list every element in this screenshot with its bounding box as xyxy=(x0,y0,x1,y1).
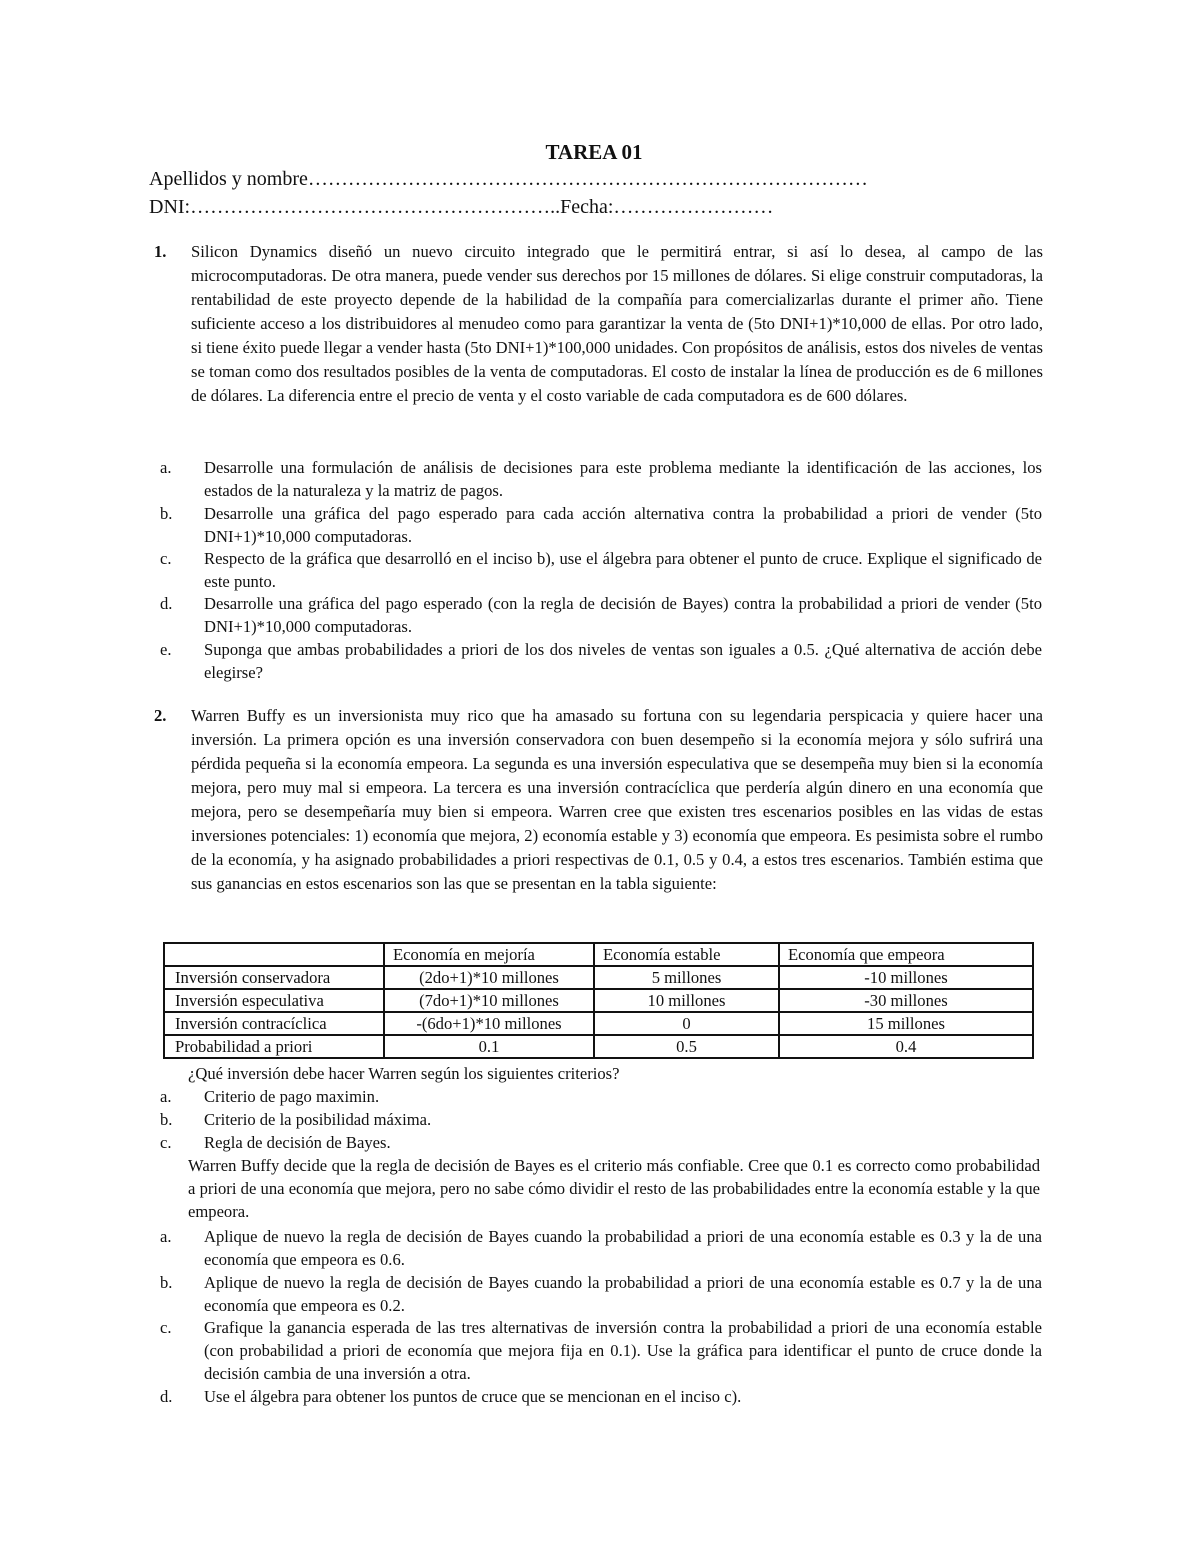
table-header-cell: Economía en mejoría xyxy=(384,943,594,966)
table-cell: (2do+1)*10 millones xyxy=(384,966,594,989)
table-cell: 5 millones xyxy=(594,966,779,989)
q2-paragraph-text: Warren Buffy decide que la regla de decisión de Bayes es el criterio más confiable. Cree que 0.1 es correcto como probabilidad a priori de una economía que mejora, pero no sabe cómo dividir el resto de las probabilidades entre la economía estable y la que empeora. xyxy=(188,1156,1040,1221)
q2-criterion-label: a. xyxy=(160,1087,172,1106)
q1-item-label: e. xyxy=(160,640,172,659)
q2-criterion-text: Criterio de la posibilidad máxima. xyxy=(204,1110,432,1129)
q2-criterion-text: Regla de decisión de Bayes. xyxy=(204,1133,391,1152)
table-header-cell: Economía estable xyxy=(594,943,779,966)
table-cell: 0.4 xyxy=(779,1035,1033,1058)
table-cell: Inversión conservadora xyxy=(164,966,384,989)
q2-paragraph xyxy=(188,1154,1040,1223)
table-cell: Inversión especulativa xyxy=(164,989,384,1012)
dni-date-line: DNI:………………………………………………..Fecha:…………………… xyxy=(149,196,774,218)
q2-item-text: Aplique de nuevo la regla de decisión de Bayes cuando la probabilidad a priori de una economía estable es 0.3 y la de una economía que empeora es 0.6. xyxy=(204,1227,1042,1269)
name-field-line: Apellidos y nombre………………………………………………………………………… xyxy=(149,168,868,190)
q2-item-label: c. xyxy=(160,1318,172,1337)
q1-item-label: d. xyxy=(160,594,173,613)
table-cell: (7do+1)*10 millones xyxy=(384,989,594,1012)
table-cell: -10 millones xyxy=(779,966,1033,989)
q2-item-label: d. xyxy=(160,1387,173,1406)
q2-item-label: b. xyxy=(160,1273,173,1292)
q1-item-label: b. xyxy=(160,504,173,523)
table-header-row xyxy=(164,943,1033,966)
q1-item-label: a. xyxy=(160,458,172,477)
q2-criterion-text: Criterio de pago maximin. xyxy=(204,1087,380,1106)
q2-item-text: Use el álgebra para obtener los puntos de cruce que se mencionan en el inciso c). xyxy=(204,1387,742,1406)
q2-item-label: a. xyxy=(160,1227,172,1246)
q2-question xyxy=(188,1062,1040,1085)
q1-item-text: Desarrolle una gráfica del pago esperado para cada acción alternativa contra la probabilidad a priori de vender (5to DNI+1)*10,000 computadoras. xyxy=(204,504,1042,546)
table-cell: -(6do+1)*10 millones xyxy=(384,1012,594,1035)
table-row xyxy=(164,966,1033,989)
table-row xyxy=(164,1012,1033,1035)
question-2-text: Warren Buffy es un inversionista muy rico que ha amasado su fortuna con su legendaria perspicacia y quiere hacer una inversión. La primera opción es una inversión conservadora con buen desempeño si la economía mejora y sólo sufrirá una pérdida pequeña si la economía empeora. La segunda es una inversión especulativa que se desempeña muy bien si la economía mejora, pero muy mal si empeora. La tercera es una inversión contracíclica que perdería algún dinero en una economía que mejora, pero se desempeñaría muy bien si empeora. Warren cree que existen tres escenarios posibles en las vidas de estas inversiones potenciales: 1) economía que mejora, 2) economía estable y 3) economía que empeora. Es pesimista sobre el rumbo de la economía, y ha asignado probabilidades a priori respectivas de 0.1, 0.5 y 0.4, a estos tres escenarios. También estima que sus ganancias en estos escenarios son las que se presentan en la tabla siguiente: xyxy=(191,706,1043,893)
question-1-number: 1. xyxy=(154,242,167,261)
q1-item-text: Desarrolle una gráfica del pago esperado (con la regla de decisión de Bayes) contra la probabilidad a priori de vender (5to DNI+1)*10,000 computadoras. xyxy=(204,594,1042,636)
table-row xyxy=(164,1035,1033,1058)
table-cell: 0.5 xyxy=(594,1035,779,1058)
table-row xyxy=(164,989,1033,1012)
payoff-table xyxy=(163,942,1034,1059)
q1-item-text: Suponga que ambas probabilidades a priori de los dos niveles de ventas son iguales a 0.5. ¿Qué alternativa de acción debe elegirse? xyxy=(204,640,1042,682)
q2-item-text: Grafique la ganancia esperada de las tres alternativas de inversión contra la probabilidad a priori de una economía estable (con probabilidad a priori de economía que mejora fija en 0.1). Use la gráfica para identificar el punto de cruce donde la decisión cambia de una inversión a otra. xyxy=(204,1318,1042,1383)
q2-criterion-label: b. xyxy=(160,1110,173,1129)
q1-item-label: c. xyxy=(160,549,172,568)
table-header-cell: Economía que empeora xyxy=(779,943,1033,966)
q1-item-text: Desarrolle una formulación de análisis de decisiones para este problema mediante la identificación de las acciones, los estados de la naturaleza y la matriz de pagos. xyxy=(204,458,1042,500)
table-cell: 15 millones xyxy=(779,1012,1033,1035)
table-cell: Inversión contracíclica xyxy=(164,1012,384,1035)
q2-item-text: Aplique de nuevo la regla de decisión de Bayes cuando la probabilidad a priori de una economía estable es 0.7 y la de una economía que empeora es 0.2. xyxy=(204,1273,1042,1315)
table-cell: -30 millones xyxy=(779,989,1033,1012)
question-2-number: 2. xyxy=(154,706,167,725)
table-cell: Probabilidad a priori xyxy=(164,1035,384,1058)
question-1-text: Silicon Dynamics diseñó un nuevo circuito integrado que le permitirá entrar, si así lo desea, al campo de las microcomputadoras. De otra manera, puede vender sus derechos por 15 millones de dólares. Si elige construir computadoras, la rentabilidad de este proyecto depende de la habilidad de la compañía para comercializarlas durante el primer año. Tiene suficiente acceso a los distribuidores al menudeo como para garantizar la venta de (5to DNI+1)*10,000 de ellas. Por otro lado, si tiene éxito puede llegar a vender hasta (5to DNI+1)*100,000 unidades. Con propósitos de análisis, estos dos niveles de ventas se toman como dos resultados posibles de la venta de computadoras. El costo de instalar la línea de producción es de 6 millones de dólares. La diferencia entre el precio de venta y el costo variable de cada computadora es de 600 dólares. xyxy=(191,242,1043,405)
table-cell: 0.1 xyxy=(384,1035,594,1058)
table-cell: 10 millones xyxy=(594,989,779,1012)
q2-question-text: ¿Qué inversión debe hacer Warren según los siguientes criterios? xyxy=(188,1064,620,1083)
q2-criterion-label: c. xyxy=(160,1133,172,1152)
document-title: TAREA 01 xyxy=(545,140,643,164)
table-header-cell xyxy=(164,943,384,966)
q1-item-text: Respecto de la gráfica que desarrolló en el inciso b), use el álgebra para obtener el punto de cruce. Explique el significado de este punto. xyxy=(204,549,1042,591)
table-cell: 0 xyxy=(594,1012,779,1035)
